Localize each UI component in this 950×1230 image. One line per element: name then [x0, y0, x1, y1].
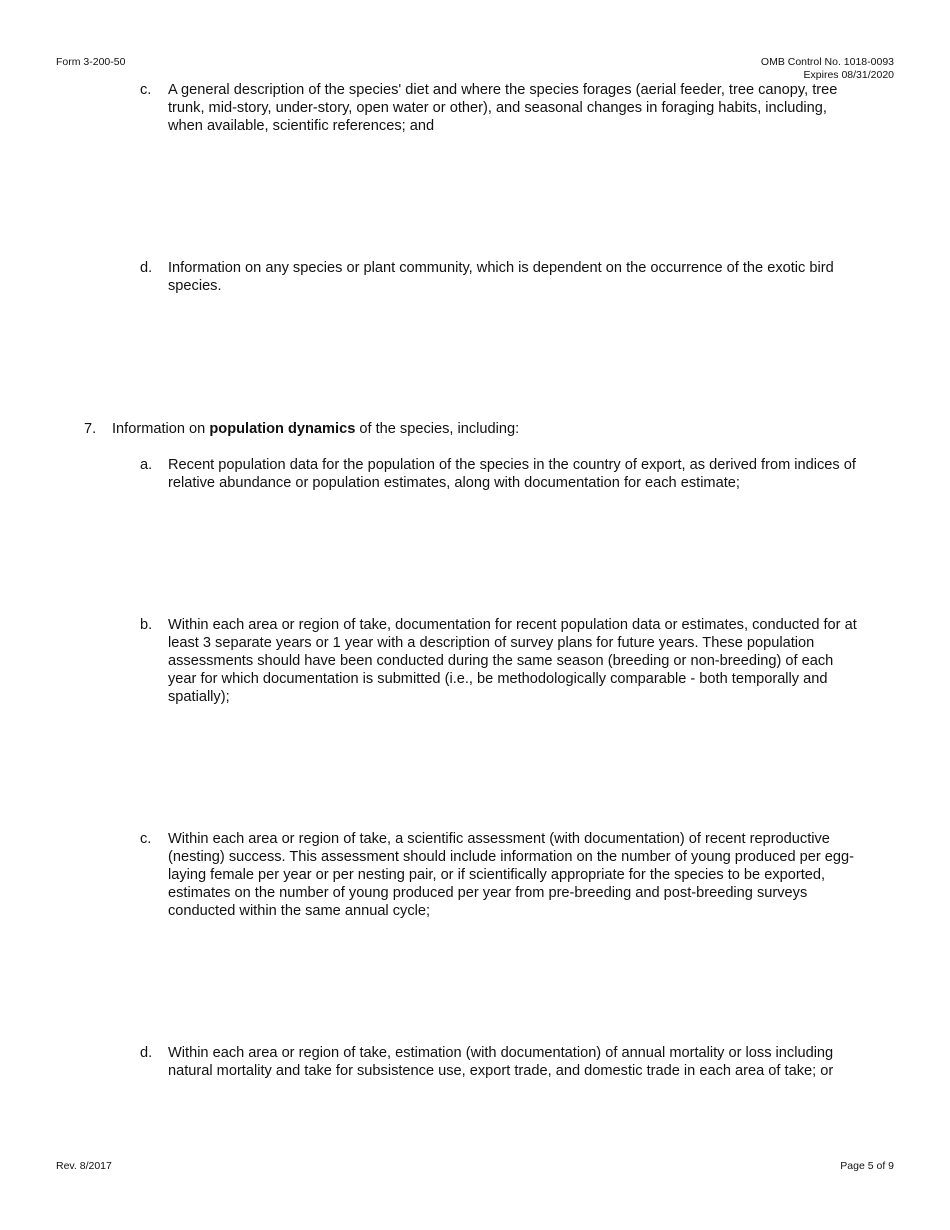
item-text: A general description of the species' diet and where the species forages (aerial feeder, tree canopy, tree trunk, mid-story, under-story, open water or other), and seasonal changes in foraging habits, including, when available, scientific references; and	[168, 82, 838, 134]
section-text-post: of the species, including:	[355, 421, 520, 437]
item-letter: b.	[140, 617, 153, 633]
item-letter: a.	[140, 457, 153, 473]
item-text: Information on any species or plant community, which is dependent on the occurrence of the exotic bird species.	[168, 260, 834, 294]
item-text: Within each area or region of take, estimation (with documentation) of annual mortality or loss including natural mortality and take for subsistence use, export trade, and domestic trade in each area of take; or	[168, 1045, 834, 1079]
item-letter: c.	[140, 831, 152, 847]
omb-control-number: OMB Control No. 1018-0093	[760, 56, 894, 68]
item-letter: c.	[140, 82, 152, 98]
omb-info	[761, 56, 894, 82]
section-text-pre: Information on	[112, 421, 210, 437]
item-text: Recent population data for the population of the species in the country of export, as derived from indices of relative abundance or population estimates, along with documentation for each estimate;	[168, 457, 856, 491]
form-number: Form 3-200-50	[56, 56, 126, 68]
item-text: Within each area or region of take, documentation for recent population data or estimates, conducted for at least 3 separate years or 1 year with a description of survey plans for future years. These population assessments should have been conducted during the same season (breeding or non-breeding) of each year for which documentation is submitted (i.e., be methodologically comparable - both temporally and spatially);	[168, 617, 857, 705]
expiration-date: Expires 08/31/2020	[803, 69, 894, 81]
section-number: 7.	[84, 421, 97, 437]
revision-date: Rev. 8/2017	[56, 1160, 112, 1172]
section-text	[112, 420, 864, 438]
section-text-bold: population dynamics	[209, 421, 356, 437]
item-letter: d.	[140, 260, 153, 276]
item-letter: d.	[140, 1045, 153, 1061]
item-text: Within each area or region of take, a scientific assessment (with documentation) of recent reproductive (nesting) success. This assessment should include information on the number of young produced per egg-laying female per year or per nesting pair, or if scientifically appropriate for the species to be exported, estimates on the number of young produced per year from pre-breeding and post-breeding surveys conducted within the same annual cycle;	[168, 831, 855, 919]
page-number: Page 5 of 9	[840, 1160, 894, 1172]
